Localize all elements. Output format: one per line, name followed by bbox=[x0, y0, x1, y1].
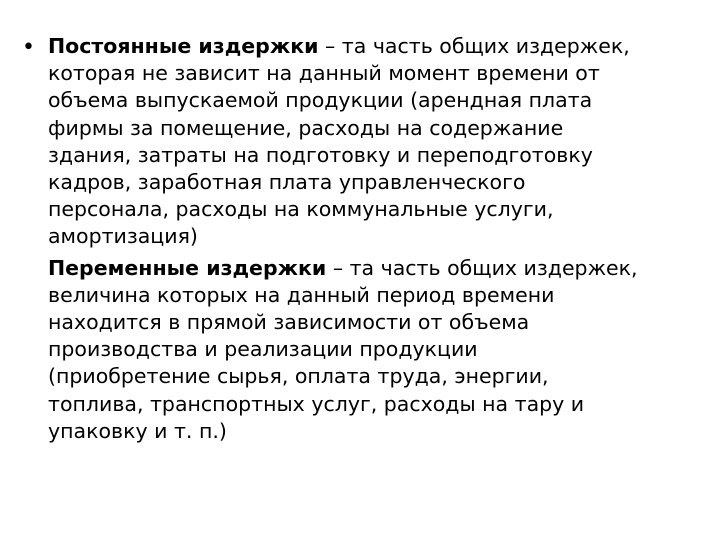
text-line: амортизация) bbox=[48, 224, 198, 249]
text-fragment: – та часть общих издержек, bbox=[326, 255, 638, 280]
text-line: находится в прямой зависимости от объема bbox=[48, 310, 530, 335]
text-line: объема выпускаемой продукции (арендная плата bbox=[48, 88, 593, 113]
bullet-marker: • bbox=[22, 35, 35, 60]
text-fragment: – та часть общих издержек, bbox=[318, 34, 630, 58]
text-line: топлива, транспортных услуг, расходы на тару и bbox=[48, 391, 585, 416]
text-line: которая не зависит на данный момент времени от bbox=[48, 61, 600, 86]
text-line: (приобретение сырья, оплата труда, энергии, bbox=[48, 364, 549, 389]
text-line: кадров, заработная плата управленческого bbox=[48, 170, 526, 195]
text-line bbox=[48, 33, 698, 60]
paragraph-variable-costs bbox=[48, 255, 698, 445]
paragraph-fixed-costs bbox=[48, 33, 698, 251]
text-line: фирмы за помещение, расходы на содержание bbox=[48, 115, 564, 140]
text-line: персонала, расходы на коммунальные услуги, bbox=[48, 197, 554, 222]
text-line: производства и реализации продукции bbox=[48, 337, 478, 362]
text-line bbox=[48, 255, 698, 282]
term-fixed-costs: Постоянные издержки bbox=[48, 34, 319, 58]
text-block bbox=[48, 33, 698, 445]
text-line: здания, затраты на подготовку и переподготовку bbox=[48, 142, 593, 167]
term-variable-costs: Переменные издержки bbox=[48, 255, 327, 280]
text-line: упаковку и т. п.) bbox=[48, 418, 227, 443]
text-line: величина которых на данный период времени bbox=[48, 282, 555, 307]
